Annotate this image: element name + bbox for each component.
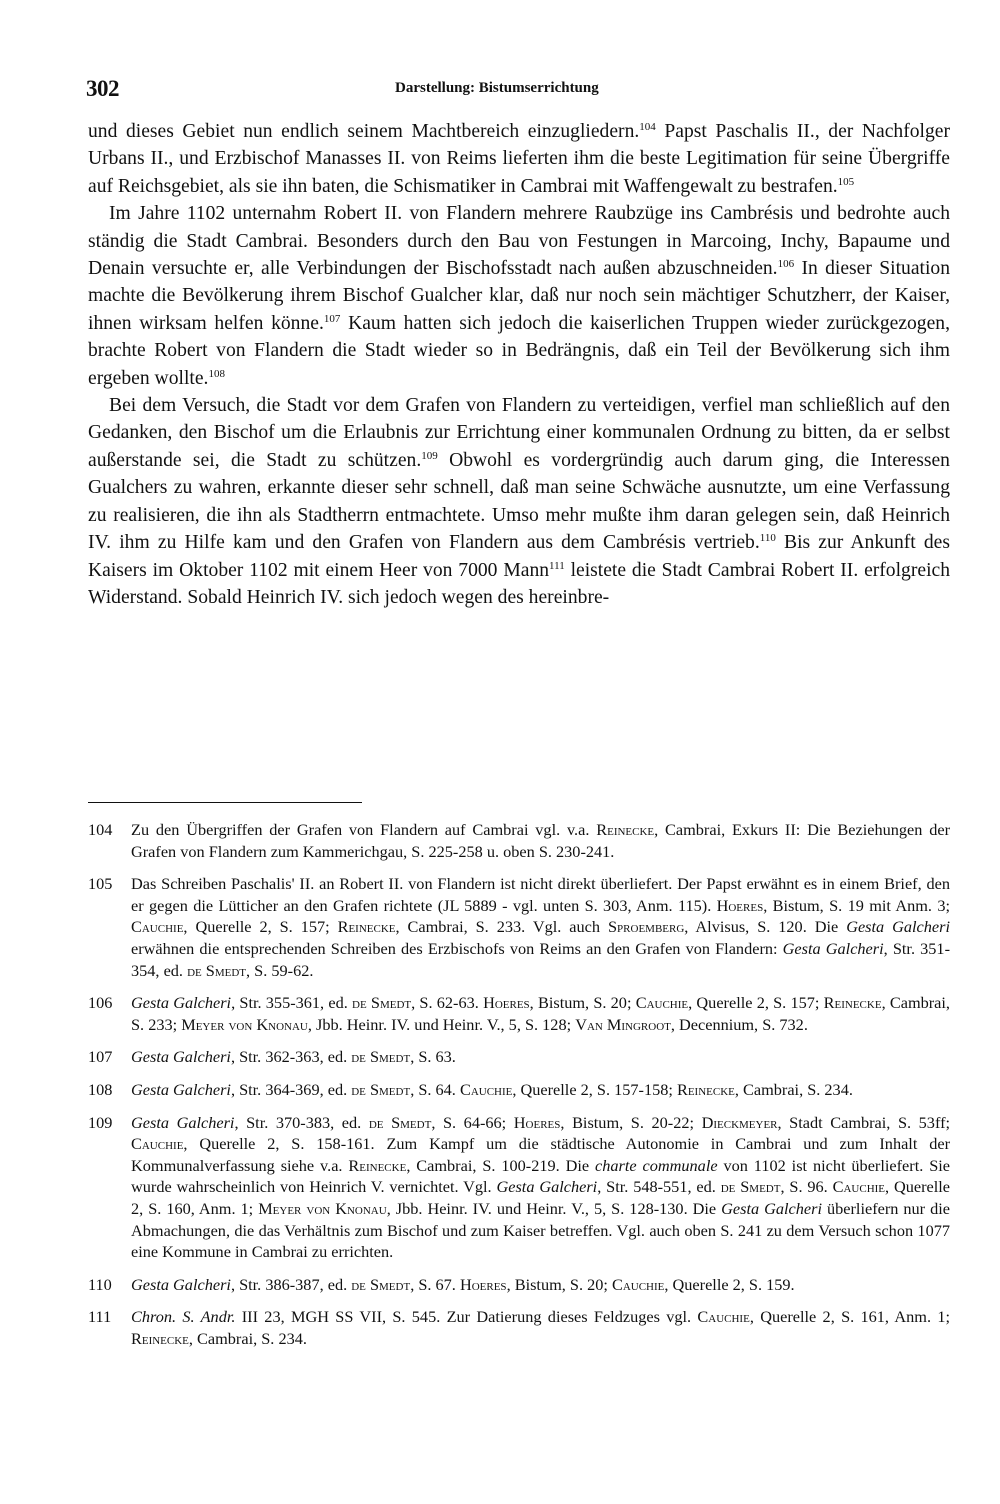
paragraph-1 <box>88 118 950 200</box>
text-run: , Cambrai, S. 234. <box>734 1079 853 1099</box>
footnote-number: 107 <box>88 1047 113 1067</box>
text-run: überliefern nur die Abmachungen, die das Verhältnis zum Bischof und zum Kaiser betreffen. Vgl. auch oben S. 241 zu dem Versuch schon 1077 eine Kommune in Cambrai zu errichten. <box>131 1198 950 1262</box>
author-name: de Smedt <box>720 1177 781 1197</box>
italic-title: Gesta Galcheri <box>721 1198 822 1218</box>
italic-title: Chron. S. Andr. <box>131 1307 236 1327</box>
footnote-108 <box>88 1079 950 1101</box>
text-run: , Str. 355-361, ed. <box>231 993 353 1013</box>
text-run: , Stadt Cambrai, S. 53ff; <box>777 1112 951 1132</box>
footnote-number: 104 <box>88 820 113 839</box>
text-run: , S. 64-66; <box>431 1112 514 1132</box>
author-name: Cauchie <box>459 1079 513 1099</box>
footnote-111 <box>88 1306 950 1349</box>
author-name: de Smedt <box>351 1079 411 1099</box>
text-run: Im Jahre 1102 unternahm Robert II. von Flandern mehrere Raubzüge ins Cambrésis und bedrohte auch ständig die Stadt Cambrai. Besonders durch den Bau von Festungen in Marcoing, Inchy, Bapaume und Denain versuchte er, alle Verbindungen der Bischofsstadt nach außen abzuschneiden. <box>88 203 950 280</box>
author-name: de Smedt <box>368 1112 432 1132</box>
text-run: erwähnen die entsprechenden Schreiben des Erzbischofs von Reims an den Grafen von Flandern: <box>131 938 783 958</box>
footnote-separator <box>88 802 362 803</box>
italic-title: Gesta Galcheri <box>496 1177 598 1197</box>
footnote-ref[interactable]: 109 <box>421 449 438 462</box>
italic-title: Gesta Galcheri <box>131 1274 231 1294</box>
text-run: , Str. 351-354, ed. <box>131 938 950 980</box>
author-name: Reinecke <box>131 1328 189 1348</box>
text-run: , Jbb. Heinr. IV. und Heinr. V., 5, S. 128; <box>307 1014 576 1034</box>
italic-title: Gesta Galcheri <box>131 1047 231 1067</box>
author-name: Meyer von Knonau <box>181 1014 308 1034</box>
text-run: Kaum hatten sich jedoch die kaiserlichen Truppen wieder zurückgezogen, brachte Robert von Flandern die Stadt wieder so in Bedrängnis, daß ein Teil der Bevölkerung sich ihm ergeben wollte. <box>88 312 950 389</box>
footnote-109 <box>88 1112 950 1263</box>
footnotes <box>88 819 950 1360</box>
text-run: und dieses Gebiet nun endlich seinem Machtbereich einzugliedern. <box>88 121 640 142</box>
text-run: , Querelle 2, S. 158-161. Zum Kampf um die städtische Autonomie in Cambrai und zum Inhalt der Kommunalverfassung siehe v.a. <box>131 1134 950 1175</box>
author-name: Meyer von Knonau <box>258 1198 387 1218</box>
author-name: Reinecke <box>823 993 882 1013</box>
footnote-text <box>131 873 950 981</box>
footnote-110 <box>88 1274 950 1296</box>
footnote-number: 111 <box>88 1307 112 1327</box>
text-run: , Bistum, S. 20-22; <box>560 1112 702 1132</box>
text-run: III 23, MGH SS VII, S. 545. Zur Datierung dieses Feldzuges vgl. <box>235 1307 698 1327</box>
text-run: , Jbb. Heinr. IV. und Heinr. V., 5, S. 128-130. Die <box>386 1198 722 1218</box>
footnote-number: 109 <box>88 1112 113 1132</box>
author-name: Cauchie <box>832 1177 886 1197</box>
text-run: Zu den Übergriffen der Grafen von Flandern auf Cambrai vgl. v.a. <box>131 820 597 839</box>
text-run: , S. 64. <box>410 1079 460 1099</box>
text-run: , Str. 362-363, ed. <box>230 1047 352 1067</box>
author-name: de Smedt <box>351 1047 411 1067</box>
text-run: Bei dem Versuch, die Stadt vor dem Grafen von Flandern zu verteidigen, verfiel man schließlich auf den Gedanken, den Bischof um die Erlaubnis zur Errichtung einer kommunalen Ordnung zu bitten, da er selbst außerstande sei, die Stadt zu schützen. <box>88 395 950 471</box>
italic-title: Gesta Galcheri <box>131 1079 231 1099</box>
author-name: Hoeres <box>513 1112 561 1132</box>
footnote-106 <box>88 992 950 1035</box>
page-number: 302 <box>86 76 119 101</box>
footnote-text <box>131 1046 950 1068</box>
main-text <box>88 118 950 611</box>
text-run: , S. 67. <box>410 1274 460 1294</box>
footnote-number: 106 <box>88 993 113 1013</box>
text-run: , Querelle 2, S. 157; <box>688 993 824 1013</box>
footnote-105 <box>88 873 950 981</box>
text-run: , Cambrai, S. 233; <box>131 993 950 1034</box>
text-run: von 1102 ist nicht überliefert. Sie wurde wahrscheinlich von Heinrich V. vernichtet. Vgl. <box>131 1155 950 1197</box>
author-name: Reinecke <box>676 1079 735 1099</box>
footnote-ref[interactable]: 104 <box>639 121 656 133</box>
text-run: , Bistum, S. 20; <box>506 1274 612 1294</box>
author-name: Sproemberg <box>607 917 685 937</box>
text-run: , Str. 370-383, ed. <box>234 1112 369 1132</box>
text-run: , Bistum, S. 20; <box>529 993 636 1013</box>
author-name: Cauchie <box>697 1307 750 1327</box>
paragraph-2 <box>88 200 950 392</box>
text-run: , Str. 386-387, ed. <box>230 1274 352 1294</box>
footnote-ref[interactable]: 105 <box>837 175 855 188</box>
footnote-ref[interactable]: 107 <box>323 312 341 325</box>
footnote-107 <box>88 1046 950 1068</box>
author-name: Cauchie <box>611 1274 665 1294</box>
text-run: , Str. 364-369, ed. <box>230 1079 352 1099</box>
author-name: Reinecke <box>348 1155 407 1175</box>
footnote-number: 110 <box>88 1274 112 1294</box>
text-run: , Alvisus, S. 120. Die <box>684 917 847 937</box>
text-run: , Querelle 2, S. 161, Anm. 1; <box>749 1307 950 1327</box>
italic-title: Gesta Galcheri <box>846 917 951 937</box>
footnote-104 <box>88 819 950 862</box>
text-run: , S. 62-63. <box>411 993 484 1013</box>
author-name: Reinecke <box>596 820 655 839</box>
author-name: de Smedt <box>352 993 412 1013</box>
author-name: Cauchie <box>131 1134 184 1154</box>
text-run: Das Schreiben Paschalis' II. an Robert II. von Flandern ist nicht direkt überliefert. Der Papst erwähnt es in einem Brief, den er gegen die Lütticher an den Grafen richtete (JL 5889 - vgl. unten S. 303, Anm. 115). <box>131 874 950 915</box>
footnote-text <box>131 992 950 1035</box>
text-run: , Decennium, S. 732. <box>670 1014 808 1034</box>
footnote-ref[interactable]: 108 <box>208 367 225 380</box>
italic-title: Gesta Galcheri <box>131 993 232 1013</box>
text-run: , Bistum, S. 19 mit Anm. 3; <box>763 895 950 915</box>
italic-title: Gesta Galcheri <box>782 938 884 958</box>
footnote-ref[interactable]: 106 <box>777 258 795 271</box>
footnote-text <box>131 1274 950 1296</box>
text-run: , Str. 548-551, ed. <box>597 1177 721 1197</box>
footnote-ref[interactable]: 110 <box>759 532 776 545</box>
text-run: Obwohl es vordergründig auch darum ging, die Interessen Gualchers zu wahren, erkannte dieser sehr schnell, daß man seine Schwäche ausnutzte, um eine Verfassung zu realisieren, die ihn als Stadtherrn entmachtete. Umso mehr mußte ihm daran gelegen sein, daß Heinrich IV. ihm zu Hilfe kam und den Grafen von Flandern aus dem Cambrésis vertrieb. <box>88 449 950 554</box>
text-run: , Cambrai, Exkurs II: Die Beziehungen der Grafen von Flandern zum Kammerichgau, S. 225-258 u. oben S. 230-241. <box>131 820 951 861</box>
text-run: , Cambrai, S. 233. Vgl. auch <box>395 917 608 937</box>
author-name: Hoeres <box>483 993 530 1013</box>
paragraph-3 <box>88 392 950 611</box>
text-run: , Cambrai, S. 100-219. Die <box>406 1155 596 1175</box>
text-run: , Querelle 2, S. 157; <box>183 917 338 937</box>
text-run: , Querelle 2, S. 159. <box>664 1274 795 1294</box>
italic-title: charte communale <box>595 1155 718 1175</box>
footnote-text <box>131 1079 950 1101</box>
text-run: , Querelle 2, S. 157-158; <box>512 1079 677 1099</box>
italic-title: Gesta Galcheri <box>131 1112 235 1132</box>
footnote-ref[interactable]: 111 <box>549 559 565 572</box>
text-run: , S. 59-62. <box>246 960 314 980</box>
text-run: leistete die Stadt Cambrai Robert II. erfolgreich Widerstand. Sobald Heinrich IV. sich jedoch wegen des hereinbre- <box>88 559 951 608</box>
author-name: Van Mingroot <box>575 1014 671 1034</box>
author-name: de Smedt <box>187 960 247 980</box>
author-name: Reinecke <box>337 917 396 937</box>
footnote-text <box>131 819 950 862</box>
footnote-number: 108 <box>88 1079 113 1099</box>
text-run: , S. 96. <box>780 1177 833 1197</box>
footnote-text <box>131 1112 950 1263</box>
footnote-number: 105 <box>88 874 113 894</box>
footnote-text <box>131 1306 950 1349</box>
text-run: Papst Paschalis II., der Nachfolger Urbans II., und Erzbischof Manasses II. von Reims lieferten ihm die beste Legitimation für seine Übergriffe auf Reichsgebiet, als sie ihn baten, die Schismatiker in Cambrai mit Waffengewalt zu bestrafen. <box>88 121 950 197</box>
author-name: Dieckmeyer <box>701 1112 778 1132</box>
author-name: Cauchie <box>635 993 689 1013</box>
author-name: Cauchie <box>131 917 184 937</box>
author-name: Hoeres <box>716 895 764 915</box>
text-run: , Cambrai, S. 234. <box>188 1328 307 1348</box>
author-name: Hoeres <box>459 1274 507 1294</box>
text-run: , S. 63. <box>410 1047 456 1067</box>
text-run: , Querelle 2, S. 160, Anm. 1; <box>131 1177 951 1218</box>
text-run: Bis zur Ankunft des Kaisers im Oktober 1102 mit einem Heer von 7000 Mann <box>88 532 951 581</box>
running-head: Darstellung: Bistumserrichtung <box>395 80 599 96</box>
text-run: In dieser Situation machte die Bevölkerung ihrem Bischof Gualcher klar, daß nur noch sein mächtiger Schutzherr, der Kaiser, ihnen wirksam helfen könne. <box>88 258 951 334</box>
author-name: de Smedt <box>351 1274 411 1294</box>
